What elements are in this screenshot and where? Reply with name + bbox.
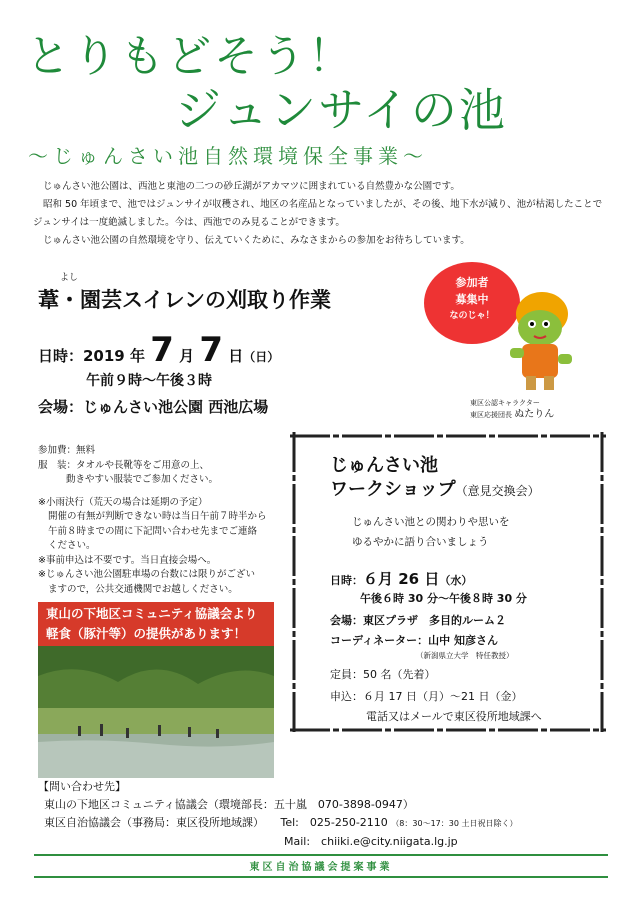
workshop-apply-method: 電話又はメールで東区役所地域課へ <box>366 710 542 723</box>
workshop-title-note: （意見交換会） <box>455 484 540 498</box>
contact-heading: 【問い合わせ先】 <box>38 780 126 793</box>
event-title: 葦・園芸スイレンの刈取り作業 <box>38 288 332 312</box>
pond-photo <box>38 646 274 778</box>
intro-line: じゅんさい池公園の自然環境を守り、伝えていくために、みなさまからの参加をお待ちしています。 <box>43 235 470 246</box>
note-line: ますので，公共交通機関でお越しください。 <box>48 583 238 595</box>
meal-notice-line2: 軽食（豚汁等）の提供があります！ <box>46 626 247 641</box>
meal-notice <box>38 602 274 646</box>
workshop-capacity: 定員：50 名（先着） <box>330 668 436 681</box>
note-line: 動きやすい服装でご参加ください。 <box>66 474 219 485</box>
workshop-date-value: ６月 26 日 <box>363 570 440 588</box>
workshop-coordinator: コーディネーター：山中 知彦さん <box>330 634 498 647</box>
mascot-caption <box>470 398 554 421</box>
event-time: 午前９時〜午後３時 <box>86 373 212 389</box>
intro-line: じゅんさい池公園は、西池と東池の二つの砂丘湖がアカマツに囲まれている自然豊かな公園です。 <box>43 181 460 192</box>
mascot-caption2: 東区応援団長 <box>470 411 515 419</box>
event-date <box>38 330 279 370</box>
note-line: 参加費：無料 <box>38 445 96 456</box>
badge-line1: 参加者 <box>455 276 489 289</box>
contact-org1: 東山の下地区コミュニティ協議会（環境部長：五十嵐 070-3898-0947） <box>44 798 414 811</box>
note-line: 開催の有無が判断できない時は当日午前７時半から <box>48 511 267 522</box>
contact-mail: Mail: chiiki.e@city.niigata.lg.jp <box>284 835 458 848</box>
mascot-caption1: 東区公認キャラクター <box>470 399 540 407</box>
event-notes <box>38 444 308 597</box>
badge-line2: 募集中 <box>455 293 489 306</box>
footer-text: 東区自治協議会提案事業 <box>249 862 393 873</box>
date-month: 7 <box>150 330 174 370</box>
workshop-description <box>352 512 510 552</box>
workshop-weekday: （水） <box>439 574 473 587</box>
footer-divider-top <box>34 854 608 856</box>
note-line: 午前８時までの間に下記問い合わせ先までご連絡 <box>48 525 258 537</box>
contact-hours: （8：30〜17：30 土日祝日除く） <box>391 819 518 828</box>
workshop-time: 午後６時 30 分〜午後８時 30 分 <box>360 592 527 605</box>
workshop-date <box>330 568 472 589</box>
contact-info <box>38 778 518 851</box>
subtitle: 〜じゅんさい池自然環境保全事業〜 <box>28 144 428 168</box>
mascot-illustration <box>500 284 580 394</box>
workshop-title2: ワークショップ <box>330 479 456 500</box>
mascot-name: ぬたりん <box>514 409 555 420</box>
workshop-title <box>330 454 540 503</box>
note-line: ※事前申込は不要です。当日直接会場へ。 <box>38 554 217 566</box>
footer-divider-bottom <box>34 876 608 878</box>
workshop-desc2: ゆるやかに語り合いましょう <box>352 536 489 548</box>
main-title-line2: ジュンサイの池 <box>175 83 507 137</box>
ruby-reading: よし <box>60 273 79 283</box>
workshop-title1: じゅんさい池 <box>330 455 438 476</box>
workshop-desc1: じゅんさい池との関わりや思いを <box>352 516 510 528</box>
coordinator-affiliation: （新潟県立大学 特任教授） <box>416 651 514 660</box>
note-line: ※じゅんさい池公園駐車場の台数には限りがござい <box>38 569 255 580</box>
note-line: ください。 <box>48 540 96 551</box>
note-line: ※小雨決行（荒天の場合は延期の予定） <box>38 496 208 508</box>
meal-notice-line1: 東山の下地区コミュニティ協議会より <box>46 606 258 621</box>
date-label: 日時：2019 年 <box>38 347 151 365</box>
day-unit: 日 <box>223 347 244 365</box>
intro-text <box>33 178 603 250</box>
main-title-line1: とりもどそう！ <box>26 31 355 82</box>
event-venue: 会場：じゅんさい池公園 西池広場 <box>38 398 269 416</box>
note-line: 服 装：タオルや長靴等をご用意の上、 <box>38 459 210 471</box>
workshop-apply: 申込：６月 17 日（月）〜21 日（金） <box>330 690 523 703</box>
workshop-venue: 会場：東区プラザ 多目的ルーム２ <box>330 614 506 627</box>
workshop-date-label: 日時： <box>330 574 363 587</box>
badge-line3: なのじゃ！ <box>449 311 495 321</box>
contact-tel: Tel: 025-250-2110 <box>280 816 388 829</box>
intro-line: 昭和 50 年頃まで、池ではジュンサイが収穫され、地区の名産品となっていましたが、その後、地下水が減り、池が枯渇したことで <box>43 199 603 210</box>
date-weekday: （日） <box>243 350 280 364</box>
month-unit: 月 <box>173 347 200 365</box>
contact-org2: 東区自治協議会（事務局：東区役所地域課） <box>44 816 259 829</box>
date-day: 7 <box>199 330 223 370</box>
intro-line: ジュンサイは一度絶滅しました。今は、西池でのみ見ることができます。 <box>33 217 345 228</box>
